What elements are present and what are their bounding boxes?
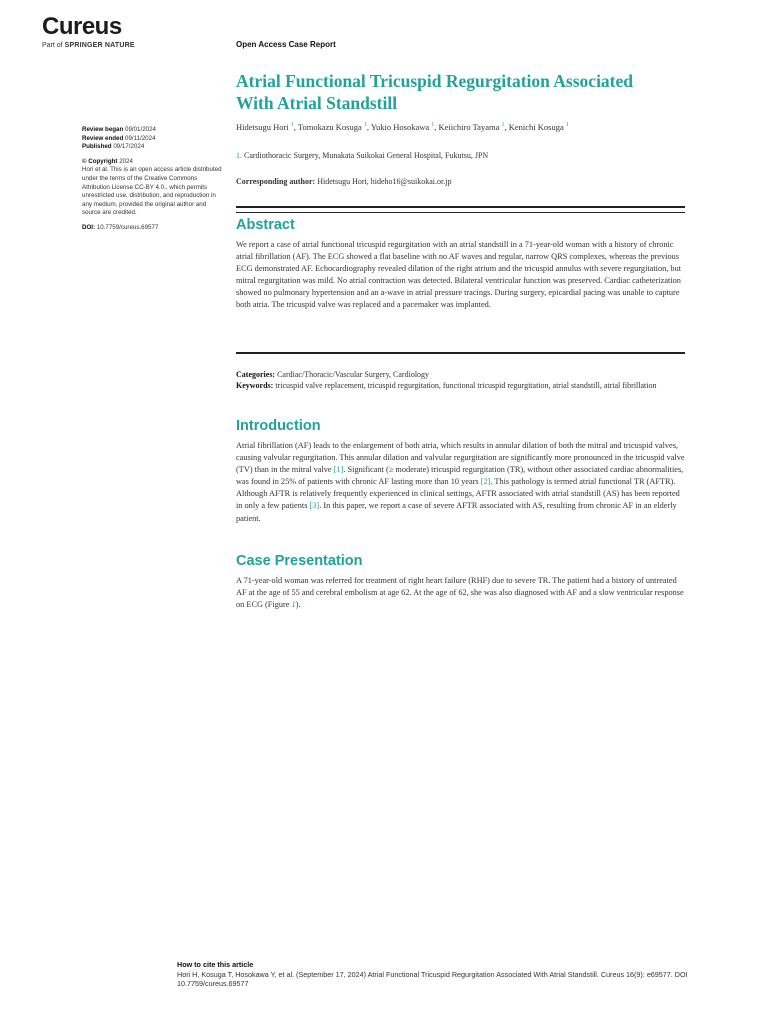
affiliation-number: 1. [236,151,242,160]
journal-name: Cureus [42,13,122,40]
citation-heading: How to cite this article [177,960,254,969]
affiliation [236,151,488,160]
figure-link[interactable]: 1 [291,600,296,610]
review-began: Review began 09/01/2024 [82,126,156,133]
citation-footer [177,960,717,989]
abstract-text: We report a case of atrial functional tricuspid regurgitation with an atrial standstill in a 71-year-old woman with a history of chronic atrial fibrillation (AF). The ECG showed a flat baseline with no AF waves and regular, narrow QRS complexes, whereas the previous ECG demonstrated AF. Echocardiography revealed dilation of the right atrium and the tricuspid annulus with severe regurgitation, but mitral regurgitation was mild. No atrial contraction was detected. Bilateral ventricular function was preserved. Cardiac catheterization showed no pulmonary hypertension and an a-wave in atrial pressure tracings. During surgery, epicardial pacing was unable to capture both atria. The tricuspid valve was replaced and a pacemaker was implanted. [236,240,682,310]
corresponding-text: Hidetsugu Hori, hideho16@suikokai.or.jp [317,177,452,186]
categories: Categories: Cardiac/Thoracic/Vascular Surgery, Cardiology [236,370,430,379]
introduction-heading: Introduction [236,418,321,434]
part-of-label: Part of [42,42,63,49]
author[interactable]: Tomokazu Kosuga $^1$ [297,122,367,132]
publisher-name: SPRINGER NATURE [64,42,135,49]
author[interactable]: Keiichiro Tayama $^1$ [438,122,505,132]
article-type: Open Access Case Report [236,40,336,49]
case-presentation-heading: Case Presentation [236,553,363,569]
citation-text: Hori H, Kosuga T, Hosokawa Y, et al. (September 17, 2024) Atrial Functional Tricuspid Regurgitation Associated With Atrial Standstill. Cureus 16(9): e69577. DOI 10.7759/cureus.69577 [177,969,688,989]
copyright: © Copyright 2024 [82,157,133,165]
reference-link[interactable]: [1] [333,465,344,475]
published-date: Published 09/17/2024 [82,143,145,151]
author[interactable]: Kenichi Kosuga $^1$ [508,122,569,132]
author[interactable]: Hidetsugu Hori $^1$ [236,122,294,132]
section-divider [236,206,685,213]
reference-link[interactable]: [2] [480,477,491,487]
review-ended: Review ended 09/11/2024 [82,134,156,142]
publisher-line [42,42,135,49]
sidebar-metadata [82,126,222,233]
corresponding-label: Corresponding author: [236,177,316,186]
corresponding-author [236,177,451,186]
journal-logo[interactable] [42,14,135,49]
abstract-heading: Abstract [236,217,295,233]
doi: DOI: 10.7759/cureus.69577 [82,223,159,231]
introduction-text: Atrial fibrillation (AF) leads to the enlargement of both atria, which results in annular dilation of both the mitral and tricuspid valves, causing valvular regurgitation. This annular dilation and valvular regurgitation are significantly more pronounced in the tricuspid valve (TV) than in the mitral valve [1]. Significant (≥ moderate) tricuspid regurgitation (TR), without other associated cardiac abnormalities, was found in 25% of patients with chronic AF lasting more than 10 years [2]. This pathology is termed atrial functional TR (AFTR). Although AFTR is relatively frequently experienced in clinical settings, AFTR associated with atrial standstill (AS) has been reported in only a few patients [3]. In this paper, we report a case of severe AFTR associated with AS, resulting from chronic AF in an elderly patient. [236,441,685,523]
author[interactable]: Yukio Hosokawa $^1$ [370,122,435,132]
author-list: Hidetsugu Hori $^1$, Tomokazu Kosuga $^1$, Yukio Hosokawa $^1$, Keiichiro Tayama $^1$, Kenichi Kosuga $^1$ [236,122,569,132]
article-title: Atrial Functional Tricuspid Regurgitation Associated With Atrial Standstill [236,71,634,113]
section-divider [236,352,685,354]
categories-keywords [236,370,685,391]
reference-link[interactable]: [3] [309,501,320,511]
license-text: Hori et al. This is an open access article distributed under the terms of the Creative Commons Attribution License CC-BY 4.0., which permits unrestricted use, distribution, and reproduction in any medium, provided the original author and source are credited. [82,166,222,217]
affiliation-text: Cardiothoracic Surgery, Munakata Suikokai General Hospital, Fukutsu, JPN [244,151,489,160]
keywords: Keywords: tricuspid valve replacement, tricuspid regurgitation, functional tricuspid regurgitation, atrial standstill, atrial fibrillation [236,380,657,390]
case-presentation-text: A 71-year-old woman was referred for treatment of right heart failure (RHF) due to severe TR. The patient had a history of untreated AF at the age of 55 and cerebral embolism at age 62. At the age of 62, she was also diagnosed with AF and a slow ventricular response on ECG (Figure 1). [236,576,684,610]
